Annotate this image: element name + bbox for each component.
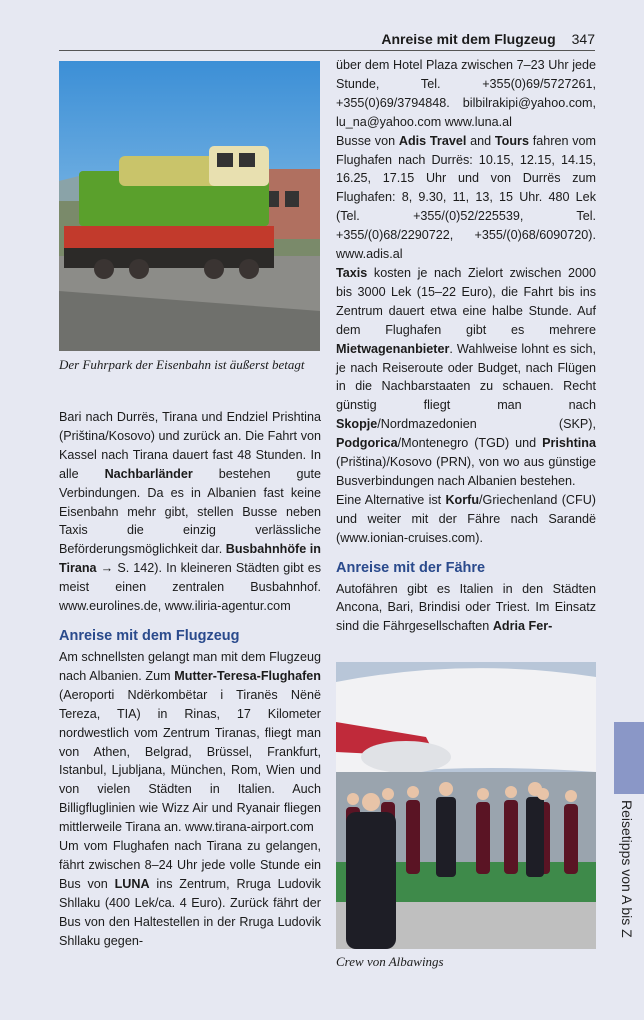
section-heading-flugzeug: Anreise mit dem Flugzeug xyxy=(59,627,240,644)
paragraph: Eine Alternative ist Korfu/Griechenland (CFU) und weiter mit der Fähre nach Sarandë (www.ionian-cruises.com). xyxy=(336,492,596,545)
crew-photo xyxy=(336,662,596,949)
paragraph: über dem Hotel Plaza zwischen 7–23 Uhr jede Stunde, Tel. +355(0)69/5727261, +355(0)69/3794848. bilbilrakipi@yahoo.com, lu_na@yahoo.com www.luna.al xyxy=(336,58,596,129)
train-photo xyxy=(59,61,320,351)
paragraph: Busse von Adis Travel and Tours fahren vom Flughafen nach Durrës: 10.15, 12.15, 14.15, 16.25, 17.15 Uhr und von Durrës zum Flughafen: 8, 9.30, 11, 13, 15 Uhr. 480 Lek (Tel. +355/(0)52/225539, Tel. +355/(0)68/2290722, +355/(0)68/6090720). www.adis.al xyxy=(336,133,597,262)
left-column xyxy=(59,408,321,950)
crew-caption: Crew von Albawings xyxy=(336,954,444,969)
page-number: 347 xyxy=(571,31,595,47)
paragraph: Bari nach Durrës, Tirana und Endziel Prishtina (Priština/Kosovo) und zurück an. Die Fahrt von Kassel nach Tirana dauert fast 48 Stunden. In alle Nachbarländer bestehen gute Verbindungen. Da es in Albanien fast keine Eisenbahn mehr gibt, stellen Busse neben Taxis die einzig verlässliche Beförderungsmöglichkeit dar. Busbahnhöfe in Tirana → S. 142). In kleineren Städten gibt es meist einen zentralen Busbahnhof. www.eurolines.de, www.iliria-agentur.com xyxy=(59,410,321,614)
section-heading-faehre: Anreise mit der Fähre xyxy=(336,559,486,576)
paragraph: Taxis kosten je nach Zielort zwischen 2000 bis 3000 Lek (15–22 Euro), die Fahrt bis ins Zentrum dauert etwa eine halbe Stunde. Auf dem Flughafen gibt es mehrere Mietwagenanbieter. Wahlweise lohnt es sich, je nach Reiseroute oder Budget, nach Flügen in die Nachbarstaaten zu schauen. Recht günstig fliegt man nach Skopje/Nordmazedonien (SKP), Podgorica/Montenegro (TGD) und Prishtina (Priština)/Kosovo (PRN), von wo aus günstige Busverbindungen nach Albanien bestehen. xyxy=(336,265,596,488)
side-tab-marker xyxy=(614,722,644,794)
paragraph: Um vom Flughafen nach Tirana zu gelangen, fährt zwischen 8–24 Uhr jede volle Stunde ein Bus von LUNA ins Zentrum, Rruga Ludovik Shllaku (400 Lek/ca. 4 Euro). Zurück fährt der Bus von den Haltestellen in der Rruga Ludovik Shllaku gegen- xyxy=(59,839,321,948)
train-caption: Der Fuhrpark der Eisenbahn ist äußerst betagt xyxy=(59,357,305,372)
side-tab-label: Reisetipps von A bis Z xyxy=(619,800,635,938)
paragraph: Am schnellsten gelangt man mit dem Flugzeug nach Albanien. Zum Mutter-Teresa-Flughafen (Aeroporti Ndërkombëtar i Tiranës Nënë Tereza, TIA) in Rinas, 17 Kilometer nordwestlich vom Zentrum Tiranas, fliegt man von Athen, Belgrad, Brüssel, Frankfurt, Istanbul, Ljubljana, München, Rom, Wien und von vielen Städten in Italien. Auch Billigfluglinien wie Wizz Air und Ryanair fliegen mittlerweile Tirana an. www.tirana-airport.com xyxy=(59,649,321,835)
paragraph: Autofähren gibt es Italien in den Städten Ancona, Bari, Brindisi oder Triest. Im Einsatz sind die Fährgesellschaften Adria Fer- xyxy=(336,581,596,634)
header-title: Anreise mit dem Flugzeug xyxy=(381,31,556,47)
right-column xyxy=(336,56,596,636)
running-header xyxy=(59,28,595,51)
